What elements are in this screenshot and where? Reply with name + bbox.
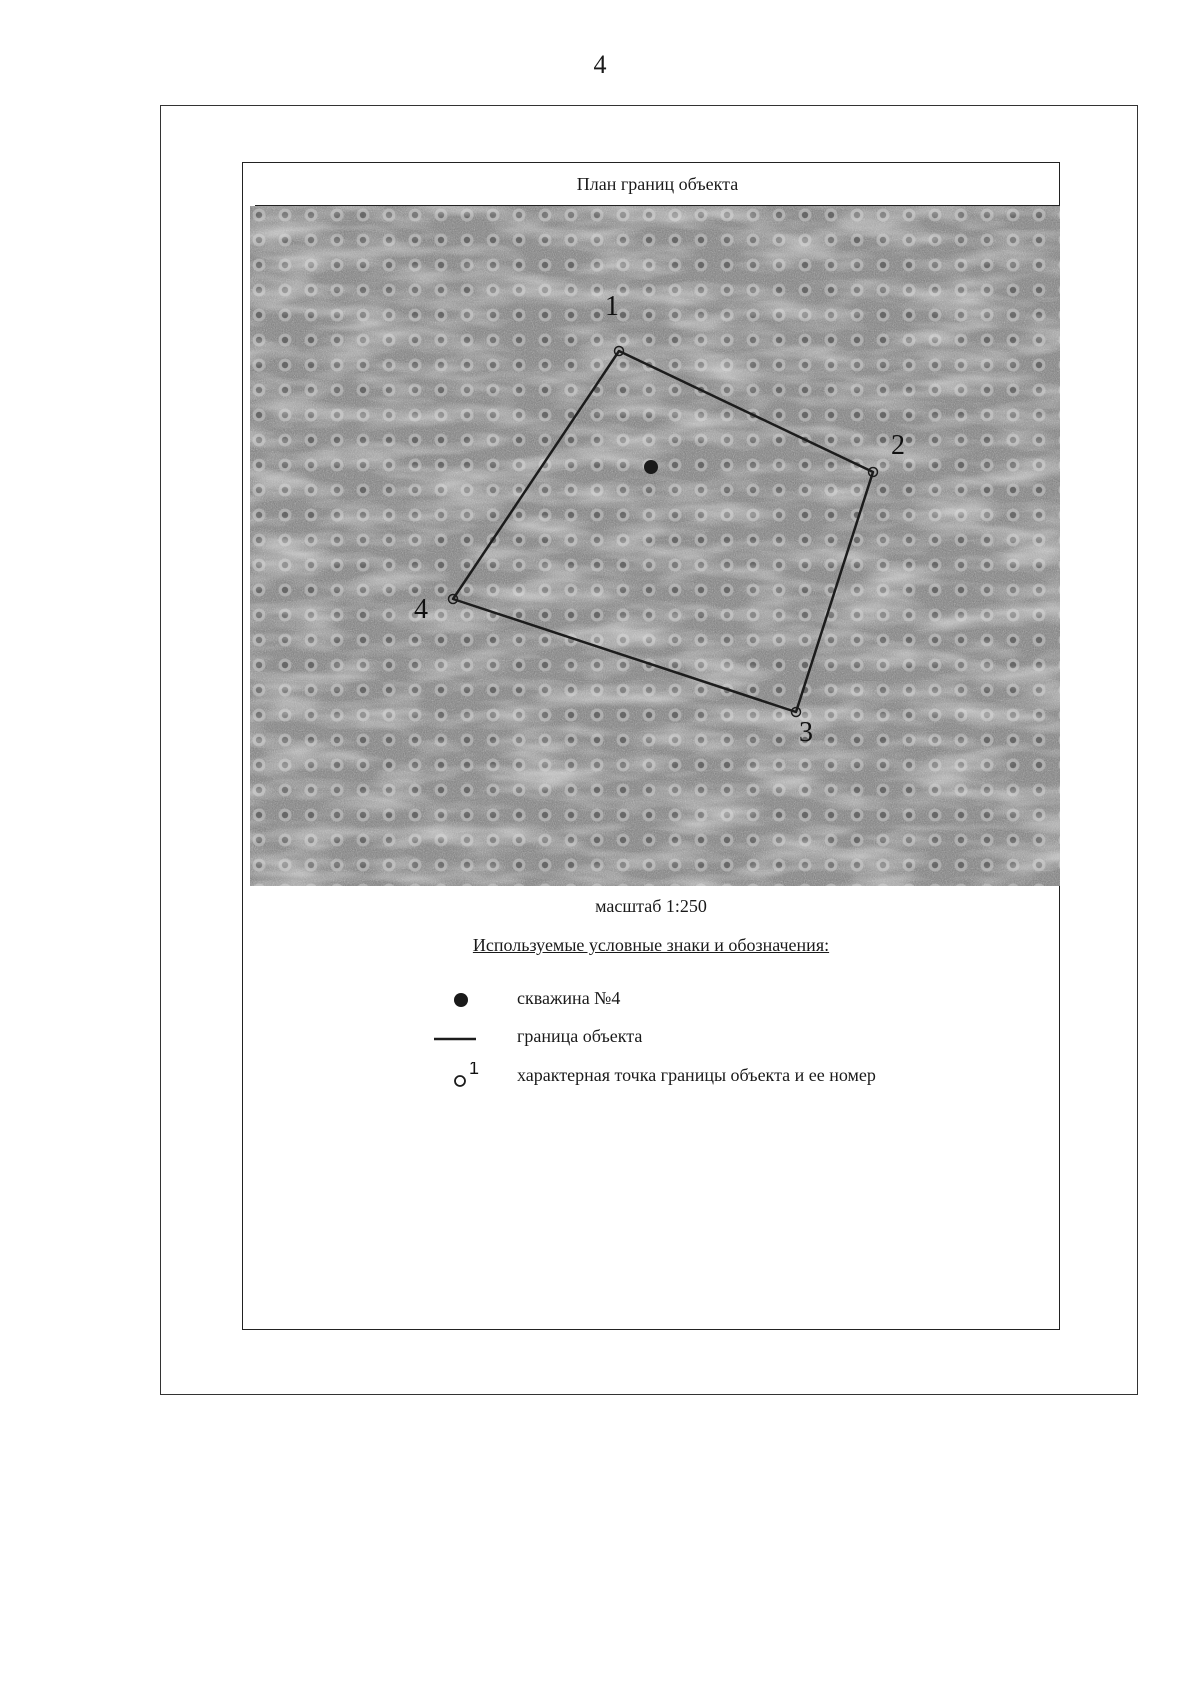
boundary-line-icon bbox=[430, 1023, 490, 1053]
boundary-map bbox=[250, 206, 1060, 886]
legend-label-boundary: граница объекта bbox=[517, 1026, 643, 1046]
point-label-4: 4 bbox=[414, 594, 428, 625]
page-number: 4 bbox=[593, 50, 607, 79]
map-title: План границ объекта bbox=[255, 162, 1060, 206]
map-light-blotches bbox=[250, 206, 1060, 886]
map-scale: масштаб 1:250 bbox=[595, 896, 707, 916]
legend-point-number: 1 bbox=[469, 1062, 480, 1078]
point-label-1: 1 bbox=[605, 291, 619, 322]
point-label-3: 3 bbox=[799, 717, 813, 748]
boundary-point-icon bbox=[430, 1062, 490, 1092]
legend-title: Используемые условные знаки и обозначения: bbox=[472, 935, 830, 955]
well-dot-icon bbox=[430, 985, 490, 1015]
legend-label-boundary-point: характерная точка границы объекта и ее номер bbox=[517, 1065, 876, 1085]
well-marker bbox=[644, 460, 658, 474]
point-label-2: 2 bbox=[891, 430, 905, 461]
legend-label-well: скважина №4 bbox=[517, 988, 621, 1008]
